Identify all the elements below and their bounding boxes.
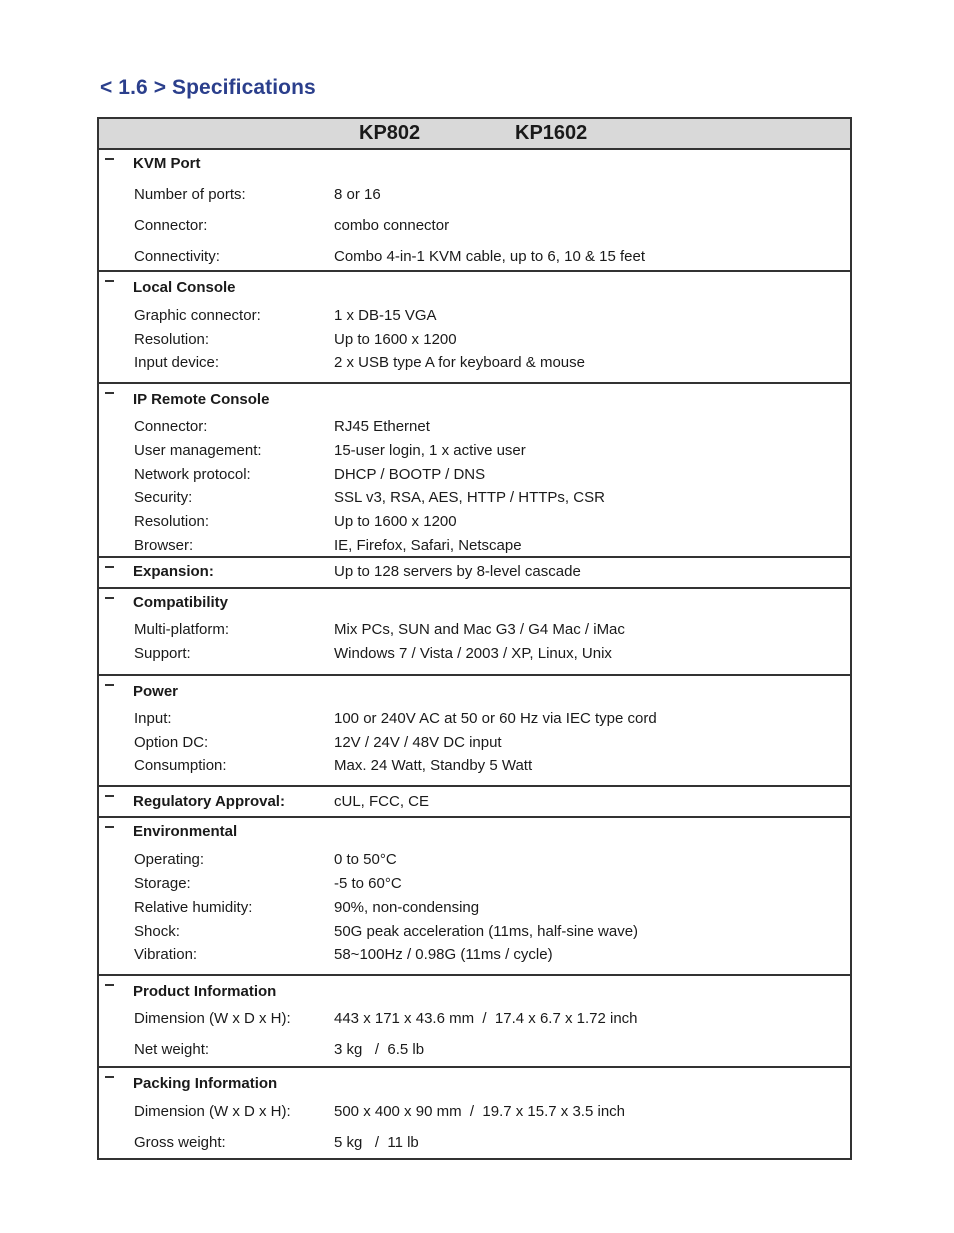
spec-value: Combo 4-in-1 KVM cable, up to 6, 10 & 15 feet (334, 248, 646, 265)
model-header-row (99, 119, 850, 150)
spec-value: 0 to 50°C (334, 851, 397, 868)
spec-value: Mix PCs, SUN and Mac G3 / G4 Mac / iMac (334, 621, 625, 638)
dash-icon (105, 684, 114, 686)
spec-value: 500 x 400 x 90 mm / 19.7 x 15.7 x 3.5 inch (334, 1103, 625, 1120)
spec-value: -5 to 60°C (334, 875, 402, 892)
spec-value: DHCP / BOOTP / DNS (334, 466, 486, 483)
section-title: Local Console (133, 279, 236, 296)
spec-value: 3 kg / 6.5 lb (334, 1041, 425, 1058)
spec-value: 100 or 240V AC at 50 or 60 Hz via IEC type cord (334, 710, 657, 727)
spec-label: Storage: (134, 875, 191, 892)
section-title: KVM Port (133, 155, 201, 172)
dash-icon (105, 566, 114, 568)
spec-label: Operating: (134, 851, 205, 868)
section-title: Power (133, 683, 179, 700)
spec-value: Up to 1600 x 1200 (334, 331, 457, 348)
spec-label: Option DC: (134, 734, 209, 751)
dash-icon (105, 158, 114, 160)
section-title: Regulatory Approval: (133, 793, 285, 810)
section-title: Environmental (133, 823, 238, 840)
spec-label: Multi-platform: (134, 621, 230, 638)
spec-value: 1 x DB-15 VGA (334, 307, 437, 324)
page-title: < 1.6 > Specifications (100, 76, 316, 99)
spec-label: Resolution: (134, 513, 210, 530)
spec-label: Connector: (134, 217, 208, 234)
spec-label: Dimension (W x D x H): (134, 1103, 291, 1120)
spec-value: RJ45 Ethernet (334, 418, 430, 435)
section-compatibility (99, 589, 850, 676)
spec-label: Resolution: (134, 331, 210, 348)
section-title: Expansion: (133, 563, 214, 580)
section-ip-remote-console (99, 384, 850, 558)
section-expansion (99, 558, 850, 589)
spec-value: 90%, non-condensing (334, 899, 480, 916)
spec-label: Consumption: (134, 757, 227, 774)
spec-value: 5 kg / 11 lb (334, 1134, 419, 1151)
dash-icon (105, 795, 114, 797)
spec-value: SSL v3, RSA, AES, HTTP / HTTPs, CSR (334, 489, 605, 506)
section-local-console (99, 272, 850, 384)
section-environmental (99, 818, 850, 976)
section-packing-information (99, 1068, 850, 1158)
spec-label: Browser: (134, 537, 194, 554)
section-title: Compatibility (133, 594, 229, 611)
dash-icon (105, 984, 114, 986)
specifications-table (97, 117, 852, 1160)
section-title: Packing Information (133, 1075, 278, 1092)
spec-label: Input device: (134, 354, 220, 371)
spec-label: Graphic connector: (134, 307, 261, 324)
spec-label: Relative humidity: (134, 899, 253, 916)
spec-value: cUL, FCC, CE (334, 793, 430, 810)
spec-label: Number of ports: (134, 186, 246, 203)
spec-label: Shock: (134, 923, 180, 940)
spec-value: 2 x USB type A for keyboard & mouse (334, 354, 585, 371)
spec-label: Vibration: (134, 946, 198, 963)
spec-label: Security: (134, 489, 193, 506)
spec-value: 443 x 171 x 43.6 mm / 17.4 x 6.7 x 1.72 inch (334, 1010, 638, 1027)
section-title: Product Information (133, 983, 277, 1000)
dash-icon (105, 392, 114, 394)
spec-value: Up to 1600 x 1200 (334, 513, 457, 530)
spec-value: IE, Firefox, Safari, Netscape (334, 537, 522, 554)
dash-icon (105, 597, 114, 599)
model-kp1602: KP1602 (515, 122, 588, 144)
dash-icon (105, 1076, 114, 1078)
spec-value: 8 or 16 (334, 186, 381, 203)
spec-label: User management: (134, 442, 262, 459)
spec-value: 12V / 24V / 48V DC input (334, 734, 502, 751)
section-title: IP Remote Console (133, 391, 270, 408)
spec-value: 50G peak acceleration (11ms, half-sine wave) (334, 923, 639, 940)
dash-icon (105, 280, 114, 282)
spec-label: Dimension (W x D x H): (134, 1010, 291, 1027)
spec-value: 15-user login, 1 x active user (334, 442, 526, 459)
spec-value: Up to 128 servers by 8-level cascade (334, 563, 581, 580)
section-power (99, 676, 850, 787)
spec-label: Network protocol: (134, 466, 251, 483)
spec-label: Support: (134, 645, 191, 662)
section-regulatory-approval (99, 787, 850, 818)
spec-label: Connectivity: (134, 248, 220, 265)
section-kvm-port (99, 150, 850, 272)
spec-value: Windows 7 / Vista / 2003 / XP, Linux, Unix (334, 645, 612, 662)
spec-label: Net weight: (134, 1041, 210, 1058)
spec-value: combo connector (334, 217, 450, 234)
spec-value: 58~100Hz / 0.98G (11ms / cycle) (334, 946, 553, 963)
spec-label: Gross weight: (134, 1134, 226, 1151)
spec-label: Connector: (134, 418, 208, 435)
model-kp802: KP802 (359, 122, 421, 144)
spec-label: Input: (134, 710, 172, 727)
spec-value: Max. 24 Watt, Standby 5 Watt (334, 757, 533, 774)
dash-icon (105, 826, 114, 828)
section-product-information (99, 976, 850, 1068)
